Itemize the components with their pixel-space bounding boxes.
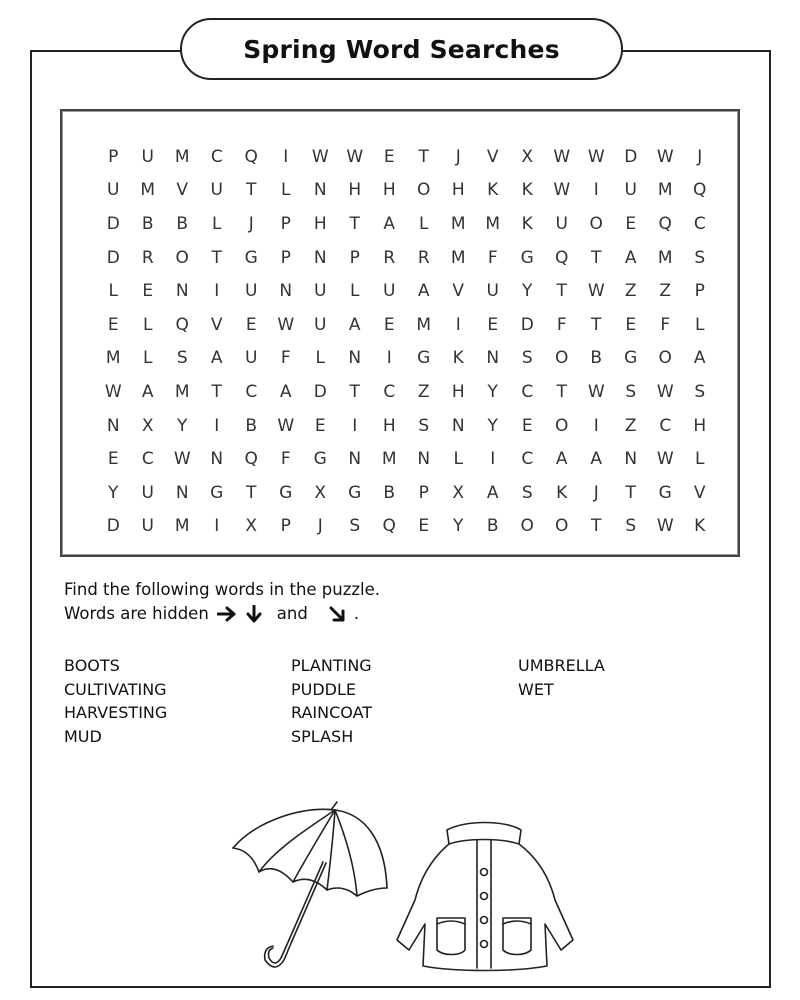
grid-letter: O <box>589 213 603 234</box>
grid-letter: Y <box>522 281 533 302</box>
grid-letter: Z <box>624 415 637 436</box>
grid-letter: I <box>352 415 358 436</box>
grid-letter: E <box>107 314 119 335</box>
grid-letter: U <box>314 281 327 302</box>
instructions-period: . <box>353 604 360 623</box>
grid-letter: M <box>174 146 190 167</box>
grid-letter: U <box>210 180 223 201</box>
grid-letter: T <box>591 314 602 335</box>
grid-letter: K <box>452 348 464 369</box>
grid-letter: J <box>455 146 461 167</box>
grid-letter: N <box>210 449 224 470</box>
grid-letter: W <box>656 516 674 537</box>
grid-letter: S <box>694 247 706 268</box>
grid-letter: N <box>624 449 638 470</box>
grid-letter: W <box>553 180 571 201</box>
grid-letter: T <box>211 247 222 268</box>
grid-letter: H <box>382 415 396 436</box>
grid-letter: D <box>624 146 638 167</box>
grid-letter: E <box>521 415 533 436</box>
grid-letter: C <box>383 381 396 402</box>
grid-letter: D <box>520 314 534 335</box>
word-item: HARVESTING <box>64 703 168 723</box>
grid-letter: D <box>106 516 120 537</box>
grid-letter: A <box>555 449 568 470</box>
grid-letter: F <box>280 449 291 470</box>
grid-letter: U <box>555 213 568 234</box>
grid-letter: W <box>277 314 295 335</box>
grid-letter: D <box>106 247 120 268</box>
grid-letter: I <box>283 146 289 167</box>
grid-row <box>96 476 717 510</box>
grid-letter: E <box>107 449 119 470</box>
grid-letter: C <box>141 449 154 470</box>
grid-letter: D <box>313 381 327 402</box>
grid-letter: C <box>521 449 534 470</box>
grid-letter: N <box>313 180 327 201</box>
grid-letter: B <box>176 213 189 234</box>
grid-letter: B <box>383 482 396 503</box>
grid-letter: O <box>555 516 569 537</box>
raincoat-illustration <box>397 823 573 971</box>
grid-letter: T <box>556 381 567 402</box>
grid-letter: I <box>214 516 220 537</box>
grid-letter: M <box>174 381 190 402</box>
grid-letter: K <box>487 180 499 201</box>
grid-letter: K <box>521 213 533 234</box>
grid-letter: J <box>317 516 323 537</box>
grid-letter: G <box>417 348 431 369</box>
grid-letter: S <box>349 516 361 537</box>
grid-letter: V <box>210 314 223 335</box>
grid-letter: Q <box>555 247 569 268</box>
grid-row <box>96 409 717 443</box>
grid-letter: W <box>656 381 674 402</box>
grid-letter: V <box>452 281 465 302</box>
umbrella-illustration <box>233 802 387 967</box>
grid-letter: T <box>246 180 257 201</box>
grid-letter: U <box>245 281 258 302</box>
grid-letter: W <box>656 146 674 167</box>
grid-letter: O <box>555 348 569 369</box>
grid-letter: V <box>486 146 499 167</box>
grid-letter: R <box>383 247 396 268</box>
grid-letter: U <box>383 281 396 302</box>
grid-letter: G <box>313 449 327 470</box>
illustrations <box>225 800 585 980</box>
grid-letter: U <box>624 180 637 201</box>
grid-letter: H <box>313 213 327 234</box>
grid-letter: S <box>418 415 430 436</box>
grid-letter: W <box>173 449 191 470</box>
grid-letter: I <box>593 415 599 436</box>
grid-row <box>96 174 717 208</box>
grid-letter: Z <box>624 281 637 302</box>
grid-letter: Y <box>487 381 498 402</box>
grid-letter: A <box>210 348 223 369</box>
grid-letter: L <box>350 281 360 302</box>
grid-letter: N <box>175 482 189 503</box>
word-item: WET <box>518 679 554 699</box>
grid-letter: E <box>142 281 154 302</box>
grid-letter: T <box>556 281 567 302</box>
grid-letter: J <box>248 213 254 234</box>
grid-letter: A <box>693 348 706 369</box>
grid-letter: E <box>625 213 637 234</box>
grid-letter: Y <box>177 415 188 436</box>
grid-letter: V <box>176 180 189 201</box>
grid-letter: M <box>657 180 673 201</box>
grid-letter: W <box>311 146 329 167</box>
grid-letter: M <box>657 247 673 268</box>
grid-letter: A <box>590 449 603 470</box>
grid-letter: X <box>314 482 327 503</box>
word-item: BOOTS <box>64 656 120 675</box>
grid-letter: B <box>245 415 258 436</box>
grid-letter: M <box>485 213 501 234</box>
grid-letter: B <box>141 213 154 234</box>
grid-letter: N <box>417 449 431 470</box>
grid-letter: U <box>141 482 154 503</box>
grid-row <box>96 140 717 174</box>
grid-letter: L <box>143 314 153 335</box>
word-item: CULTIVATING <box>64 679 167 699</box>
grid-letter: Y <box>108 482 119 503</box>
grid-letter: I <box>386 348 392 369</box>
grid-letter: O <box>658 348 672 369</box>
grid-letter: X <box>521 146 534 167</box>
grid-letter: C <box>521 381 534 402</box>
grid-letter: Q <box>693 180 707 201</box>
grid-letter: T <box>625 482 636 503</box>
grid-letter: Z <box>417 381 430 402</box>
grid-letter: W <box>587 146 605 167</box>
grid-row <box>96 442 717 476</box>
grid-letter: A <box>486 482 499 503</box>
grid-letter: H <box>451 381 465 402</box>
word-list-column-2 <box>291 654 372 749</box>
grid-row <box>96 308 717 342</box>
grid-letter: X <box>141 415 154 436</box>
grid-letter: O <box>175 247 189 268</box>
grid-letter: P <box>349 247 360 268</box>
grid-letter: E <box>487 314 499 335</box>
grid-letter: T <box>591 247 602 268</box>
grid-letter: C <box>659 415 672 436</box>
grid-letter: O <box>417 180 431 201</box>
grid-letter: T <box>591 516 602 537</box>
grid-letter: C <box>210 146 223 167</box>
grid-letter: F <box>487 247 498 268</box>
word-item: MUD <box>64 727 102 747</box>
grid-letter: A <box>279 381 292 402</box>
word-list-column-1 <box>64 654 167 749</box>
grid-letter: N <box>313 247 327 268</box>
grid-letter: C <box>693 213 706 234</box>
grid-letter: K <box>694 516 706 537</box>
grid-letter: S <box>176 348 188 369</box>
grid-letter: R <box>417 247 430 268</box>
grid-letter: Q <box>658 213 672 234</box>
grid-letter: G <box>210 482 224 503</box>
grid-letter: D <box>106 213 120 234</box>
grid-letter: U <box>107 180 120 201</box>
grid-letter: T <box>349 213 360 234</box>
grid-letter: S <box>625 381 637 402</box>
grid-letter: L <box>212 213 222 234</box>
grid-letter: M <box>450 213 466 234</box>
grid-letter: M <box>140 180 156 201</box>
grid-letter: E <box>383 146 395 167</box>
instructions <box>64 578 380 626</box>
grid-letter: I <box>490 449 496 470</box>
grid-letter: A <box>383 213 396 234</box>
grid-letter: T <box>246 482 257 503</box>
grid-letter: P <box>280 516 291 537</box>
grid-letter: G <box>279 482 293 503</box>
grid-letter: N <box>348 348 362 369</box>
grid-letter: N <box>348 449 362 470</box>
grid-letter: H <box>348 180 362 201</box>
grid-letter: G <box>348 482 362 503</box>
grid-letter: L <box>695 314 705 335</box>
grid-letter: G <box>244 247 258 268</box>
grid-letter: V <box>693 482 706 503</box>
grid-letter: G <box>624 348 638 369</box>
grid-letter: H <box>382 180 396 201</box>
grid-letter: T <box>211 381 222 402</box>
grid-letter: I <box>455 314 461 335</box>
grid-letter: C <box>245 381 258 402</box>
grid-letter: L <box>695 449 705 470</box>
arrow-down-icon <box>245 605 263 623</box>
grid-letter: I <box>214 415 220 436</box>
grid-letter: P <box>108 146 119 167</box>
instructions-prefix: Words are hidden <box>64 604 209 623</box>
grid-letter: P <box>280 247 291 268</box>
instructions-line-2 <box>64 602 380 626</box>
grid-letter: T <box>349 381 360 402</box>
grid-row <box>96 241 717 275</box>
grid-letter: F <box>556 314 567 335</box>
grid-letter: M <box>174 516 190 537</box>
grid-letter: S <box>521 482 533 503</box>
grid-letter: L <box>143 348 153 369</box>
grid-letter: T <box>418 146 429 167</box>
grid-letter: B <box>590 348 603 369</box>
grid-letter: A <box>348 314 361 335</box>
grid-row <box>96 274 717 308</box>
grid-row <box>96 207 717 241</box>
grid-letter: N <box>279 281 293 302</box>
grid-letter: G <box>520 247 534 268</box>
grid-letter: W <box>346 146 364 167</box>
word-item: PUDDLE <box>291 679 357 699</box>
grid-letter: X <box>245 516 258 537</box>
grid-letter: Q <box>244 146 258 167</box>
grid-letter: Z <box>659 281 672 302</box>
grid-letter: N <box>486 348 500 369</box>
grid-letter: H <box>451 180 465 201</box>
page-title: Spring Word Searches <box>243 34 560 64</box>
grid-letter: B <box>486 516 499 537</box>
grid-letter: K <box>521 180 533 201</box>
grid-letter: L <box>419 213 429 234</box>
word-item: PLANTING <box>291 656 372 675</box>
grid-letter: W <box>587 281 605 302</box>
grid-letter: S <box>694 381 706 402</box>
grid-letter: P <box>418 482 429 503</box>
grid-letter: J <box>697 146 703 167</box>
grid-letter: E <box>383 314 395 335</box>
grid-letter: E <box>418 516 430 537</box>
grid-letter: O <box>520 516 534 537</box>
grid-row <box>96 342 717 376</box>
grid-letter: I <box>593 180 599 201</box>
grid-letter: S <box>521 348 533 369</box>
grid-letter: M <box>416 314 432 335</box>
grid-letter: F <box>280 348 291 369</box>
grid-letter: L <box>108 281 118 302</box>
grid-letter: U <box>314 314 327 335</box>
grid-letter: I <box>214 281 220 302</box>
grid-letter: U <box>141 516 154 537</box>
grid-letter: G <box>658 482 672 503</box>
grid-letter: L <box>453 449 463 470</box>
grid-letter: W <box>587 381 605 402</box>
word-list-column-3 <box>518 654 605 701</box>
grid-letter: W <box>656 449 674 470</box>
grid-row <box>96 375 717 409</box>
grid-letter: Q <box>175 314 189 335</box>
grid-letter: E <box>625 314 637 335</box>
word-item: SPLASH <box>291 727 354 747</box>
title-tab <box>180 18 623 80</box>
grid-letter: R <box>141 247 154 268</box>
grid-letter: W <box>104 381 122 402</box>
grid-letter: L <box>281 180 291 201</box>
instructions-line-1: Find the following words in the puzzle. <box>64 580 381 599</box>
grid-letter: O <box>555 415 569 436</box>
grid-letter: X <box>452 482 465 503</box>
grid-letter: Y <box>453 516 464 537</box>
grid-letter: U <box>486 281 499 302</box>
grid-letter: P <box>280 213 291 234</box>
grid-letter: Q <box>382 516 396 537</box>
grid-letter: M <box>105 348 121 369</box>
grid-letter: E <box>245 314 257 335</box>
grid-letter: W <box>553 146 571 167</box>
instructions-and: and <box>276 604 308 623</box>
word-item: UMBRELLA <box>518 656 605 675</box>
letter-grid <box>96 140 717 543</box>
grid-letter: A <box>624 247 637 268</box>
grid-letter: A <box>417 281 430 302</box>
grid-letter: H <box>693 415 707 436</box>
grid-letter: F <box>660 314 671 335</box>
grid-letter: E <box>314 415 326 436</box>
grid-letter: A <box>141 381 154 402</box>
grid-letter: M <box>381 449 397 470</box>
word-item: RAINCOAT <box>291 703 373 723</box>
arrow-diagonal-down-right-icon <box>328 605 346 623</box>
grid-letter: S <box>625 516 637 537</box>
grid-letter: U <box>245 348 258 369</box>
grid-letter: U <box>141 146 154 167</box>
grid-letter: W <box>277 415 295 436</box>
grid-letter: N <box>106 415 120 436</box>
arrow-right-icon <box>217 606 237 622</box>
grid-letter: L <box>315 348 325 369</box>
grid-letter: Q <box>244 449 258 470</box>
grid-letter: M <box>450 247 466 268</box>
grid-letter: J <box>593 482 599 503</box>
grid-letter: P <box>694 281 705 302</box>
grid-letter: Y <box>487 415 498 436</box>
grid-letter: K <box>556 482 568 503</box>
grid-letter: N <box>175 281 189 302</box>
grid-row <box>96 510 717 544</box>
grid-letter: N <box>451 415 465 436</box>
